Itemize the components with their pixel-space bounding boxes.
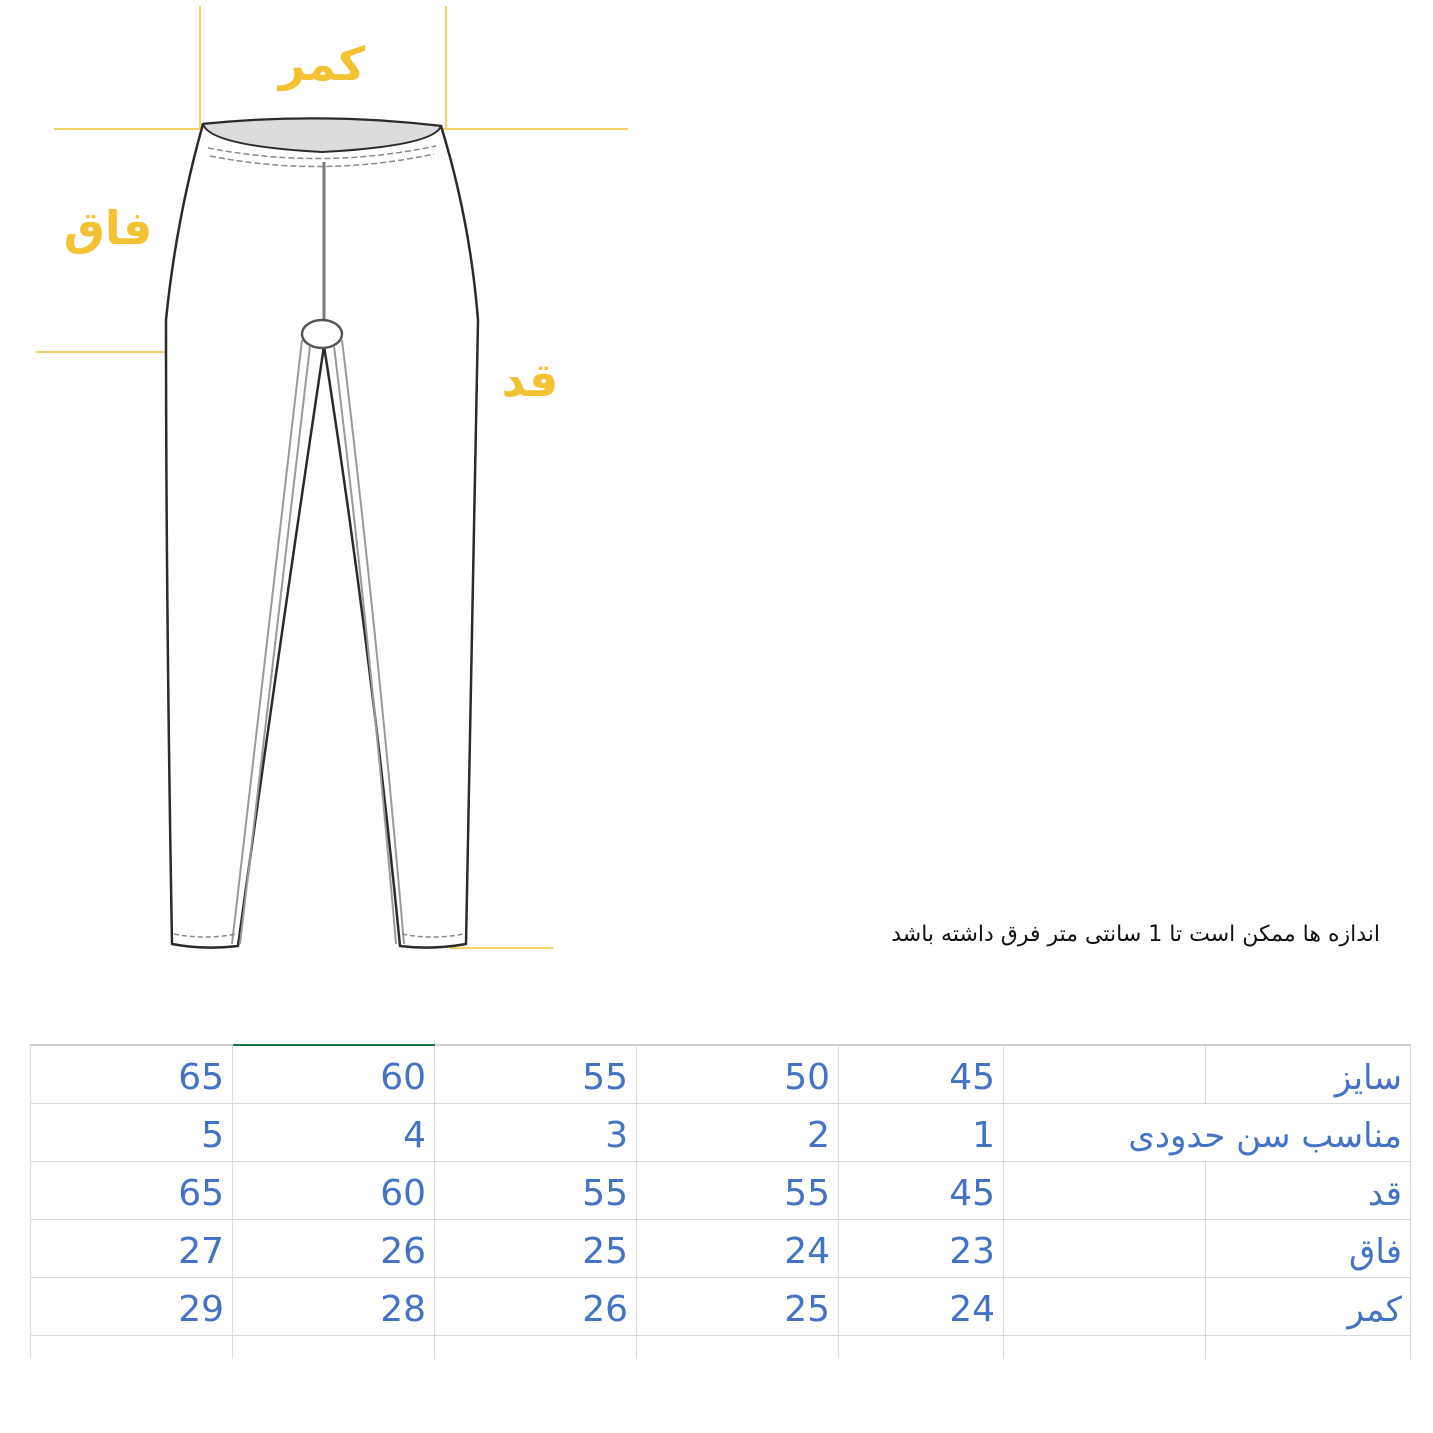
table-row-empty xyxy=(31,1335,1411,1359)
table-cell[interactable]: 60 xyxy=(233,1045,435,1103)
table-cell-empty[interactable] xyxy=(233,1335,435,1359)
row-label[interactable]: فاق xyxy=(1206,1219,1411,1277)
table-cell-empty[interactable] xyxy=(1004,1045,1206,1103)
table-cell[interactable]: 4 xyxy=(233,1103,435,1161)
pants-body xyxy=(166,118,478,947)
row-label[interactable]: کمر xyxy=(1206,1277,1411,1335)
table-cell[interactable]: 50 xyxy=(637,1045,839,1103)
table-cell[interactable]: 60 xyxy=(233,1161,435,1219)
table-cell[interactable]: 27 xyxy=(31,1219,233,1277)
table-cell-empty[interactable] xyxy=(1206,1335,1411,1359)
table-cell[interactable]: 23 xyxy=(839,1219,1004,1277)
table-cell[interactable]: 26 xyxy=(233,1219,435,1277)
table-cell-empty[interactable] xyxy=(1004,1161,1206,1219)
table-cell[interactable]: 24 xyxy=(637,1219,839,1277)
table-cell-empty[interactable] xyxy=(637,1335,839,1359)
row-label[interactable]: مناسب سن حدودی xyxy=(1004,1103,1411,1161)
table-cell-empty[interactable] xyxy=(1004,1335,1206,1359)
table-cell[interactable]: 55 xyxy=(435,1161,637,1219)
row-label[interactable]: قد xyxy=(1206,1161,1411,1219)
table-cell-empty[interactable] xyxy=(839,1335,1004,1359)
table-cell[interactable]: 26 xyxy=(435,1277,637,1335)
pants-outline xyxy=(166,118,478,947)
table-cell-empty[interactable] xyxy=(31,1335,233,1359)
table-cell[interactable]: 5 xyxy=(31,1103,233,1161)
table-cell[interactable]: 1 xyxy=(839,1103,1004,1161)
size-table xyxy=(30,1044,1411,1359)
table-cell-empty[interactable] xyxy=(1004,1277,1206,1335)
table-cell[interactable]: 28 xyxy=(233,1277,435,1335)
table-cell-empty[interactable] xyxy=(435,1335,637,1359)
table-cell[interactable]: 55 xyxy=(637,1161,839,1219)
tolerance-note: اندازه ها ممکن است تا 1 سانتی متر فرق داشته باشد xyxy=(891,922,1380,947)
table-cell-empty[interactable] xyxy=(1004,1219,1206,1277)
table-cell[interactable]: 45 xyxy=(839,1045,1004,1103)
table-cell[interactable]: 55 xyxy=(435,1045,637,1103)
table-cell[interactable]: 65 xyxy=(31,1161,233,1219)
table-row xyxy=(31,1161,1411,1219)
table-row xyxy=(31,1045,1411,1103)
rise-label: فاق xyxy=(63,201,153,255)
table-cell[interactable]: 45 xyxy=(839,1161,1004,1219)
length-label: قد xyxy=(501,353,559,407)
table-row xyxy=(31,1103,1411,1161)
table-cell[interactable]: 3 xyxy=(435,1103,637,1161)
table-row xyxy=(31,1277,1411,1335)
table-cell[interactable]: 65 xyxy=(31,1045,233,1103)
table-cell[interactable]: 2 xyxy=(637,1103,839,1161)
pants-measurement-diagram xyxy=(0,0,700,980)
crotch-gusset xyxy=(302,320,342,348)
table-row xyxy=(31,1219,1411,1277)
row-label[interactable]: سایز xyxy=(1206,1045,1411,1103)
table-cell[interactable]: 29 xyxy=(31,1277,233,1335)
table-cell[interactable]: 25 xyxy=(435,1219,637,1277)
waist-label: کمر xyxy=(278,37,366,91)
table-cell[interactable]: 25 xyxy=(637,1277,839,1335)
size-table-body xyxy=(31,1045,1411,1359)
table-cell[interactable]: 24 xyxy=(839,1277,1004,1335)
